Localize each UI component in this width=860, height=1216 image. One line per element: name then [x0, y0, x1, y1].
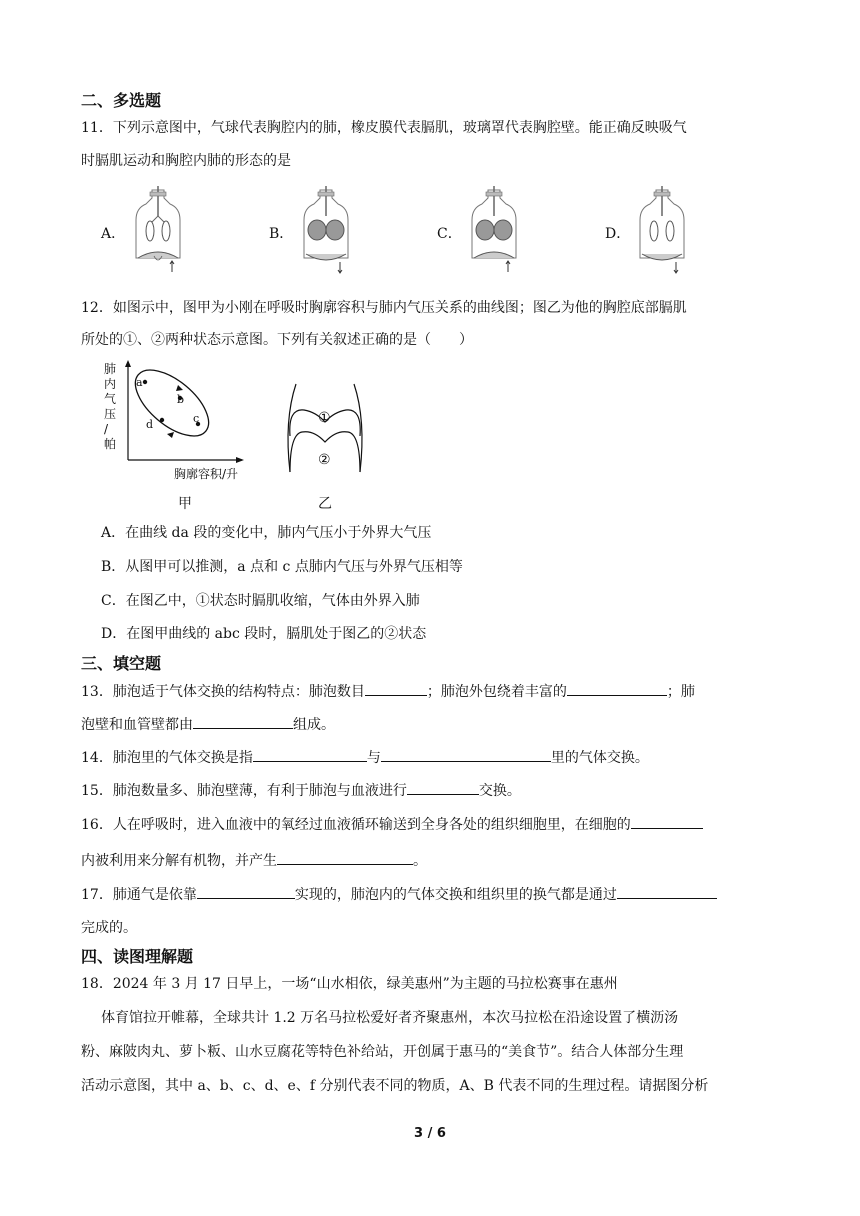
question-17-text-cont: 完成的。: [81, 920, 137, 936]
graph-point-label: d: [146, 418, 154, 431]
graph-point-label: a: [136, 376, 143, 389]
answer-blank[interactable]: [567, 681, 667, 696]
answer-blank[interactable]: [253, 747, 367, 762]
bell-jar-diagram-a: [130, 186, 186, 274]
question-16-text-cont: 内被利用来分解有机物，并产生 。: [81, 850, 427, 870]
question-16-text: 16．人在呼吸时，进入血液中的氧经过血液循环输送到全身各处的组织细胞里，在细胞的: [81, 814, 703, 834]
answer-blank[interactable]: [365, 681, 427, 696]
graph-caption: 甲: [178, 496, 192, 512]
diaphragm-state-2: ②: [318, 452, 331, 468]
option-d-label: D．: [605, 226, 631, 242]
answer-blank[interactable]: [381, 747, 551, 762]
section-title: 二、多选题: [81, 91, 162, 110]
graph-x-axis-label: 胸廓容积/升: [174, 467, 239, 481]
bell-jar-diagram-c: [466, 186, 522, 274]
option-a-label: A．: [101, 226, 126, 242]
bell-jar-diagram-b: [298, 186, 354, 274]
question-15-text: 15．肺泡数量多、肺泡壁薄，有利于肺泡与血液进行 交换。: [81, 780, 521, 800]
option-b: B．从图甲可以推测，a 点和 c 点肺内气压与外界气压相等: [101, 559, 463, 575]
graph-y-axis-label: 肺 内 气 压 / 帕: [104, 362, 117, 451]
question-11-text: 11．下列示意图中，气球代表胸腔内的肺，橡皮膜代表膈肌，玻璃罩代表胸腔壁。能正确反映吸气: [81, 120, 687, 136]
answer-blank[interactable]: [617, 884, 717, 899]
option-c: C．在图乙中，①状态时膈肌收缩，气体由外界入肺: [101, 593, 420, 609]
section-title: 三、填空题: [81, 654, 162, 673]
option-b-label: B．: [269, 226, 294, 242]
answer-blank[interactable]: [407, 780, 479, 795]
question-18-text: 18．2024 年 3 月 17 日早上，一场“山水相依，绿美惠州”为主题的马拉松赛事在惠州: [81, 976, 618, 992]
question-11-text-cont: 时膈肌运动和胸腔内肺的形态的是: [81, 153, 291, 169]
bell-jar-diagram-d: [634, 186, 690, 274]
answer-blank[interactable]: [197, 884, 295, 899]
diaphragm-state-1: ①: [318, 410, 331, 426]
answer-blank[interactable]: [631, 814, 703, 829]
question-18-text-cont: 体育馆拉开帷幕，全球共计 1.2 万名马拉松爱好者齐聚惠州，本次马拉松在沿途设置了横沥汤: [101, 1010, 679, 1026]
question-14-text: 14．肺泡里的气体交换是指 与 里的气体交换。: [81, 747, 649, 767]
question-13-text-cont: 泡壁和血管壁都由 组成。: [81, 714, 335, 734]
graph-point-label: c: [193, 412, 200, 425]
answer-blank[interactable]: [193, 714, 293, 729]
section-title: 四、读图理解题: [81, 947, 194, 966]
diagram-caption: 乙: [318, 496, 332, 512]
page-number: 3 / 6: [414, 1126, 446, 1141]
answer-blank[interactable]: [277, 850, 413, 865]
option-d: D．在图甲曲线的 abc 段时，膈肌处于图乙的②状态: [101, 626, 427, 642]
option-a: A．在曲线 da 段的变化中，肺内气压小于外界大气压: [101, 525, 432, 541]
question-18-text-cont: 粉、麻陂肉丸、萝卜粄、山水豆腐花等特色补给站，开创属于惠马的“美食节”。结合人体部分生理: [81, 1044, 684, 1060]
question-13-text: 13．肺泡适于气体交换的结构特点：肺泡数目 ；肺泡外包绕着丰富的 ；肺: [81, 681, 695, 701]
question-12-text: 12．如图示中，图甲为小刚在呼吸时胸廓容积与肺内气压关系的曲线图；图乙为他的胸腔底部膈肌: [81, 300, 687, 316]
question-17-text: 17．肺通气是依靠 实现的，肺泡内的气体交换和组织里的换气都是通过: [81, 884, 717, 904]
question-18-text-cont: 活动示意图，其中 a、b、c、d、e、f 分别代表不同的物质，A、B 代表不同的生理过程。请据图分析: [81, 1078, 709, 1094]
question-12-text-cont: 所处的①、②两种状态示意图。下列有关叙述正确的是（ ）: [81, 332, 473, 348]
graph-point-label: b: [177, 393, 185, 406]
option-c-label: C．: [437, 226, 462, 242]
pressure-volume-graph: [120, 358, 250, 468]
